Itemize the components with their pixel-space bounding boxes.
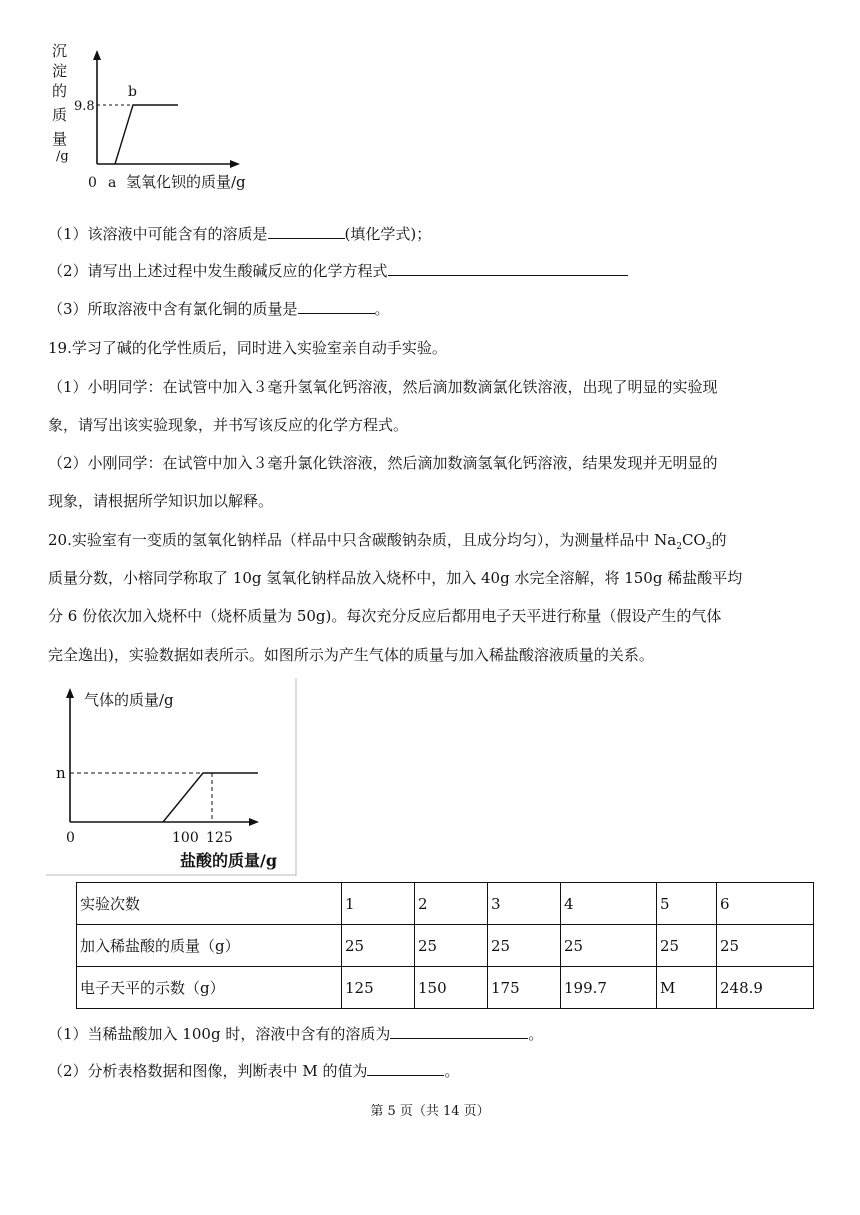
q19-stem: 19.学习了碱的化学性质后，同时进入实验室亲自动手实验。 bbox=[48, 339, 447, 357]
y-unit: /g bbox=[56, 149, 69, 164]
table-cell: 25 bbox=[342, 925, 415, 967]
table-cell: 199.7 bbox=[561, 967, 657, 1009]
x-axis-arrow bbox=[249, 818, 259, 826]
table-cell: 4 bbox=[561, 883, 657, 925]
table-cell: 电子天平的示数（g） bbox=[77, 967, 342, 1009]
table-row bbox=[77, 967, 814, 1009]
q19-part1-line1: （1）小明同学：在试管中加入３毫升氢氧化钙溶液，然后滴加数滴氯化铁溶液，出现了明显的实验现 bbox=[48, 378, 718, 396]
x-tick-125: 125 bbox=[206, 830, 233, 846]
y-tick-n: n bbox=[56, 764, 66, 782]
x-tick-100: 100 bbox=[172, 830, 199, 846]
table-row bbox=[77, 925, 814, 967]
x-axis-label: 氢氧化钡的质量/g bbox=[126, 173, 246, 191]
answer-blank[interactable] bbox=[298, 298, 375, 314]
table-cell: 248.9 bbox=[717, 967, 814, 1009]
page-footer: 第 5 页（共 14 页） bbox=[370, 1104, 490, 1119]
table-cell: 1 bbox=[342, 883, 415, 925]
q18-part3: （3）所取溶液中含有氯化铜的质量是 。 bbox=[48, 300, 390, 318]
table-cell: 2 bbox=[415, 883, 488, 925]
q19-part2-line1: （2）小刚同学：在试管中加入３毫升氯化铁溶液，然后滴加数滴氢氧化钙溶液，结果发现并无明显的 bbox=[48, 454, 718, 472]
gas-line bbox=[163, 773, 258, 822]
y-label-char: 质 bbox=[52, 106, 68, 124]
table-cell: 25 bbox=[657, 925, 717, 967]
origin-label: 0 bbox=[88, 175, 97, 191]
answer-blank[interactable] bbox=[388, 260, 628, 276]
answer-blank[interactable] bbox=[390, 1023, 528, 1039]
q20-line2: 质量分数，小榕同学称取了 10g 氢氧化钠样品放入烧杯中，加入 40g 水完全溶解，将 150g 稀盐酸平均 bbox=[48, 569, 743, 587]
q20-line1: 20.实验室有一变质的氢氧化钠样品（样品中只含碳酸钠杂质，且成分均匀），为测量样品中 $Na_2CO_3$的 bbox=[48, 531, 727, 552]
answer-blank[interactable] bbox=[367, 1060, 444, 1076]
table-cell: M bbox=[657, 967, 717, 1009]
q20-line4: 完全逸出)，实验数据如表所示。如图所示为产生气体的质量与加入稀盐酸溶液质量的关系。 bbox=[48, 646, 654, 664]
q18-part2: （2）请写出上述过程中发生酸碱反应的化学方程式 bbox=[48, 260, 820, 281]
q18-part1: （1）该溶液中可能含有的溶质是 (填化学式)； bbox=[48, 225, 432, 243]
data-table bbox=[76, 882, 814, 1009]
table-cell: 加入稀盐酸的质量（g） bbox=[77, 925, 342, 967]
q20-line3: 分 6 份依次加入烧杯中（烧杯质量为 50g)。每次充分反应后都用电子天平进行称量（假设产生的气体 bbox=[48, 607, 722, 625]
x-axis-label: 盐酸的质量/g bbox=[180, 851, 278, 870]
table-cell: 6 bbox=[717, 883, 814, 925]
table-cell: 175 bbox=[488, 967, 561, 1009]
point-b-label: b bbox=[128, 84, 137, 100]
q19-part2-line2: 现象，请根据所学知识加以解释。 bbox=[48, 492, 274, 510]
table-cell: 3 bbox=[488, 883, 561, 925]
table-cell: 150 bbox=[415, 967, 488, 1009]
point-a-label: a bbox=[108, 175, 117, 191]
y-axis-arrow bbox=[93, 50, 101, 60]
y-label-char: 的 bbox=[52, 82, 68, 100]
y-label-char: 沉 bbox=[52, 42, 68, 60]
answer-blank[interactable] bbox=[268, 223, 345, 239]
table-row bbox=[77, 883, 814, 925]
gas-mass-graph bbox=[46, 678, 298, 876]
origin-label: 0 bbox=[66, 830, 75, 846]
y-tick-9-8: 9.8 bbox=[74, 99, 95, 114]
table-cell: 25 bbox=[415, 925, 488, 967]
precipitate-line bbox=[115, 105, 178, 164]
x-axis-arrow bbox=[230, 160, 240, 168]
table-cell: 125 bbox=[342, 967, 415, 1009]
table-cell: 25 bbox=[717, 925, 814, 967]
q20-part2: （2）分析表格数据和图像，判断表中 M 的值为 。 bbox=[48, 1062, 460, 1080]
y-axis-label: 气体的质量/g bbox=[84, 691, 174, 709]
table-cell: 25 bbox=[488, 925, 561, 967]
q20-part1: （1）当稀盐酸加入 100g 时，溶液中含有的溶质为 。 bbox=[48, 1025, 544, 1043]
q19-part1-line2: 象，请写出该实验现象，并书写该反应的化学方程式。 bbox=[48, 416, 409, 434]
y-label-char: 量 bbox=[52, 130, 68, 148]
y-label-char: 淀 bbox=[52, 62, 68, 80]
table-cell: 25 bbox=[561, 925, 657, 967]
y-axis-arrow bbox=[66, 688, 74, 698]
table-cell: 5 bbox=[657, 883, 717, 925]
table-cell: 实验次数 bbox=[77, 883, 342, 925]
precipitate-graph bbox=[44, 40, 274, 192]
